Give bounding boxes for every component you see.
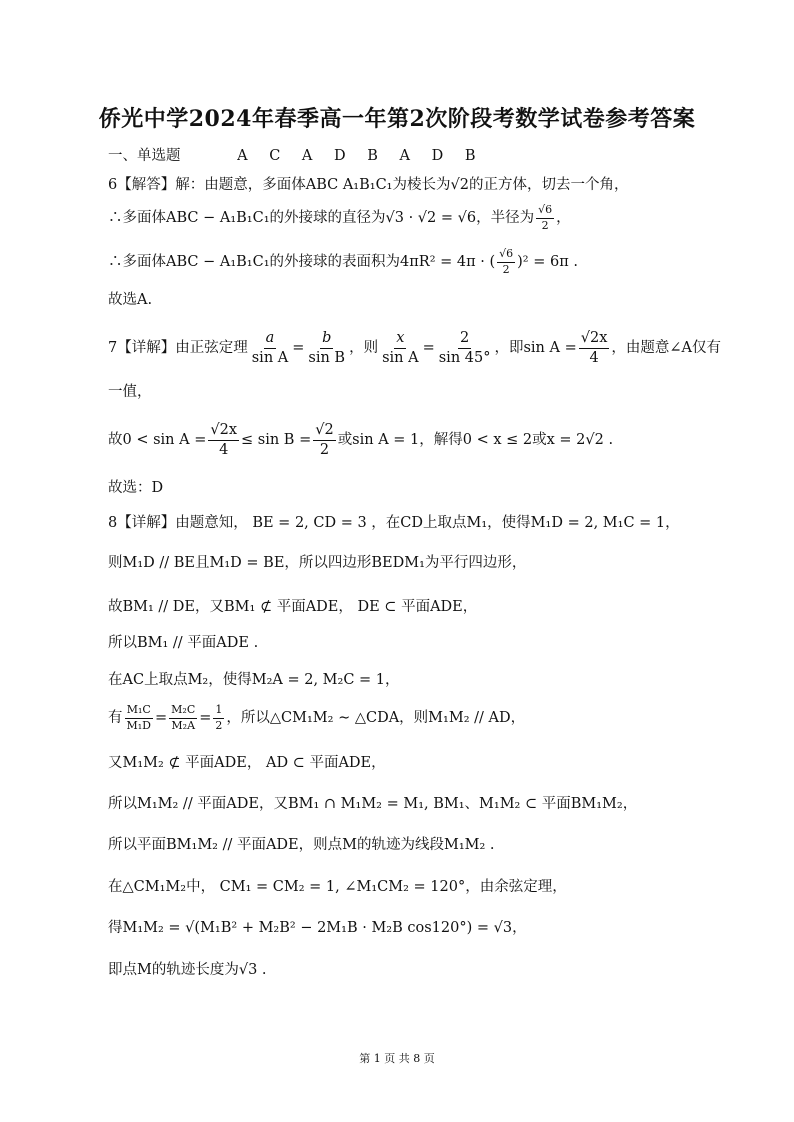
q6-fraction-area: $\frac{√6}{2}$ [499, 247, 514, 276]
q7-fraction-2: $\frac{2}{\sin 45^\circ}$ [438, 330, 491, 366]
answer-1: A [237, 148, 248, 164]
q8-fraction-2: $\frac{\text{M₂C}}{\text{M₂A}}$ [171, 703, 196, 732]
answer-list [237, 149, 492, 164]
q8-line-12: 即点M的轨迹长度为√3 . [108, 962, 267, 978]
q8-line-3: 故BM₁ // DE，又BM₁ ⊄ 平面ADE， DE ⊂ 平面ADE， [108, 599, 478, 615]
q7-line-4: 故选：D [108, 480, 164, 496]
section-single-choice [108, 149, 493, 164]
q8-line-9: 所以平面BM₁M₂ // 平面ADE，则点M的轨迹为线段M₁M₂ . [108, 837, 495, 853]
q8-line-4: 所以BM₁ // 平面ADE . [108, 635, 259, 651]
answer-3: A [301, 148, 313, 164]
q8-line-6: 有 $\frac{\text{M₁C}}{\text{M₁D}}$ = $\frac{\text{M₂C}}{\text{M₂A}}$ = $\frac{1}{2}$ ，所以△CM₁M₂ ∼ △CDA，则M₁M₂ // AD， [108, 703, 526, 732]
q6-line-4: 故选A. [108, 292, 153, 308]
q8-line-7: 又M₁M₂ ⊄ 平面ADE， AD ⊂ 平面ADE， [108, 755, 386, 771]
q8-fraction-3: $\frac{1}{2}$ [215, 703, 223, 732]
section-label: 一、单选题 [108, 148, 181, 164]
q7-line-1: 7【详解】由正弦定理 $\frac{a}{\text{sin A}}$ = $\frac{b}{\text{sin B}}$ ，则 $\frac{x}{\text{sin A}}$ = $\frac{2}{\sin 45^\circ}$ ，即sin A = $\frac{√2x}{4}$ ，由题意∠A仅有 [108, 330, 722, 366]
q6-line-1: 6【解答】解：由题意，多面体ABC A₁B₁C₁为棱长为√2的正方体，切去一个角， [108, 177, 629, 193]
q6-line-2: ∴多面体ABC − A₁B₁C₁的外接球的直径为√3 · √2 = √6，半径为 $\frac{√6}{2}$ ， [108, 203, 571, 232]
q8-line-1: 8【详解】由题意知， BE = 2, CD = 3 ，在CD上取点M₁，使得M₁D = 2, M₁C = 1， [108, 515, 680, 531]
q8-line-10: 在△CM₁M₂中， CM₁ = CM₂ = 1, ∠M₁CM₂ = 120°，由余弦定理， [108, 879, 567, 895]
q7-fraction-b: $\frac{b}{\text{sin B}}$ [308, 330, 346, 366]
q7-line-2: 一值， [108, 384, 152, 400]
q7-line-3: 故0 < sin A = $\frac{√2x}{4}$ ≤ sin B = $\frac{√2}{2}$ 或sin A = 1，解得0 < x ≤ 2或x = 2√2 . [108, 422, 614, 458]
answer-8: B [464, 148, 476, 164]
answer-6: A [399, 148, 411, 164]
answer-2: C [269, 148, 281, 164]
page-footer: 第 1 页 共 8 页 [359, 1052, 435, 1065]
answer-5: B [367, 148, 378, 164]
q8-line-5: 在AC上取点M₂，使得M₂A = 2, M₂C = 1， [108, 672, 400, 688]
q7-fraction-sinA: $\frac{√2x}{4}$ [580, 330, 608, 366]
q7-fraction-x: $\frac{x}{\text{sin A}}$ [382, 330, 419, 366]
answer-4: D [334, 148, 346, 164]
q8-fraction-1: $\frac{\text{M₁C}}{\text{M₁D}}$ [126, 703, 151, 732]
q7-fraction-sinB: $\frac{√2}{2}$ [315, 422, 334, 458]
q8-line-8: 所以M₁M₂ // 平面ADE，又BM₁ ∩ M₁M₂ = M₁, BM₁、M₁M₂ ⊂ 平面BM₁M₂， [108, 796, 638, 812]
q8-line-11: 得M₁M₂ = √(M₁B² + M₂B² − 2M₁B · M₂B cos120°) = √3， [108, 920, 527, 936]
q6-fraction-radius: $\frac{√6}{2}$ [538, 203, 553, 232]
q7-fraction-sinA-2: $\frac{√2x}{4}$ [210, 422, 238, 458]
q8-line-2: 则M₁D // BE且M₁D = BE，所以四边形BEDM₁为平行四边形， [108, 555, 527, 571]
answer-7: D [431, 148, 444, 164]
q6-line-3: ∴多面体ABC − A₁B₁C₁的外接球的表面积为4πR² = 4π · ( $\frac{√6}{2}$ )² = 6π . [108, 247, 578, 276]
q7-fraction-a: $\frac{a}{\text{sin A}}$ [251, 330, 289, 366]
document-title: 侨光中学2024年春季高一年第2次阶段考数学试卷参考答案 [98, 106, 696, 132]
